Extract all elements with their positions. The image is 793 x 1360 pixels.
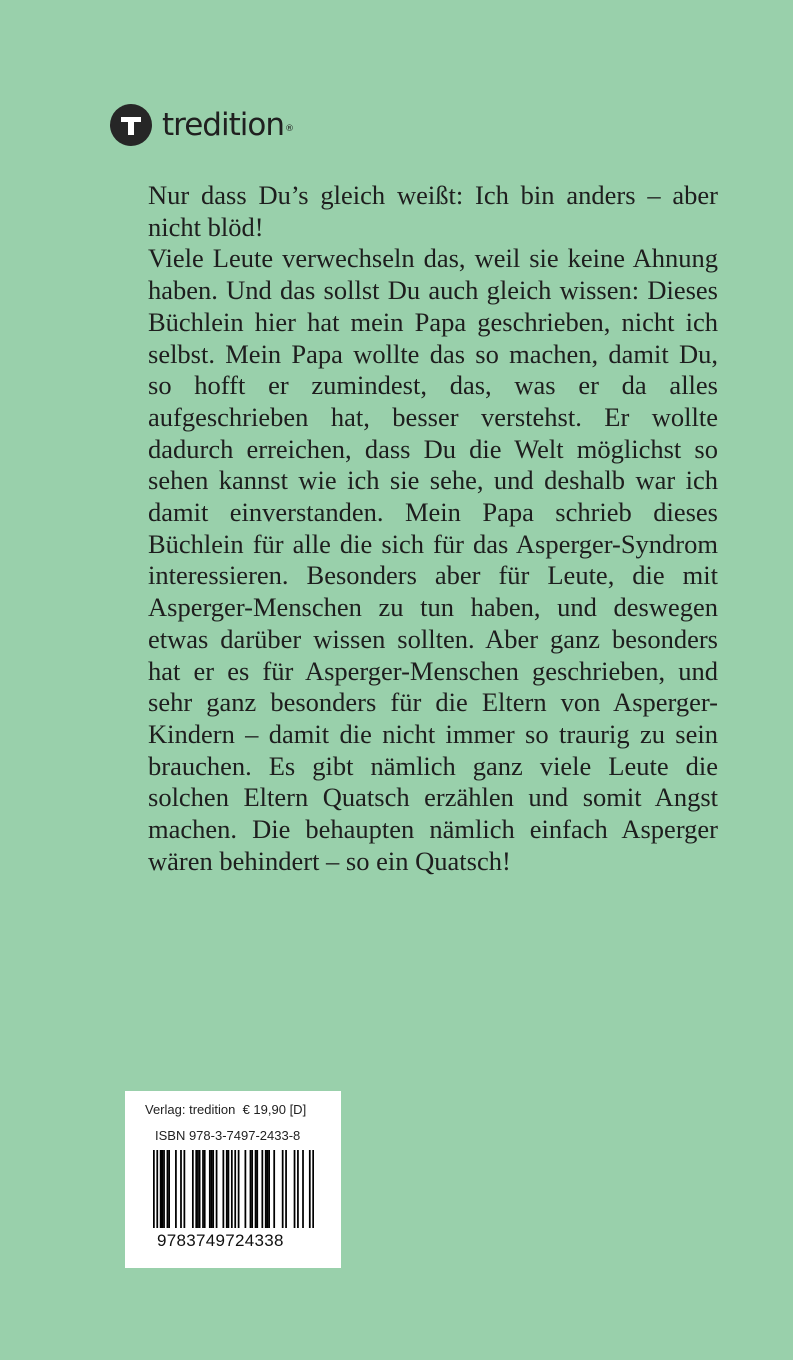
barcode-bar — [309, 1150, 311, 1228]
barcode-bar — [184, 1150, 186, 1228]
isbn-text: ISBN 978-3-7497-2433-8 — [155, 1128, 301, 1143]
barcode-bar — [167, 1150, 169, 1228]
barcode-bar — [238, 1150, 240, 1228]
price-line — [145, 1102, 306, 1117]
price: € 19,90 [D] — [242, 1102, 307, 1117]
barcode-bar — [168, 1150, 170, 1228]
barcode-bar — [285, 1150, 287, 1228]
barcode-bar — [267, 1150, 269, 1228]
barcode-bar — [163, 1150, 165, 1228]
publisher-logo-text — [162, 104, 292, 146]
publisher-logo — [110, 104, 292, 146]
barcode-bar — [197, 1150, 199, 1228]
barcode-bar — [202, 1150, 204, 1228]
ean-number: 9783749724338 — [157, 1231, 284, 1250]
barcode-bar — [192, 1150, 194, 1228]
barcode-bar — [245, 1150, 247, 1228]
publisher-name: tredition — [162, 107, 284, 143]
barcode-bar — [195, 1150, 197, 1228]
barcode-bar — [273, 1150, 275, 1228]
blurb-paragraph-2: Viele Leute verwechseln das, weil sie keine Ahnung haben. Und das sollst Du auch gleich wissen: Dieses Büchlein hier hat mein Papa geschrieben, nicht ich selbst. Mein Papa wollte das so machen, damit Du, so hofft er zumindest, das, was er da alles aufgeschrieben hat, besser verstehst. Er wollte dadurch erreichen, dass Du die Welt möglichst so sehen kannst wie ich sie sehe, und deshalb war ich damit einverstanden. Mein Papa schrieb dieses Büchlein für alle die sich für das Asperger-Syndrom interessieren. Besonders aber für Leute, die mit Asperger-Menschen zu tun haben, und deswegen etwas darüber wissen sollten. Aber ganz besonders hat er es für Asperger-Menschen geschrieben, und sehr ganz besonders für die Eltern von Asperger-Kindern – damit die nicht immer so traurig zu sein brauchen. Es gibt nämlich ganz viele Leute die solchen Eltern Quatsch erzählen und somit Angst machen. Die behaupten nämlich einfach Asperger wären behindert – so ein Quatsch! — [148, 243, 718, 876]
barcode-bar — [222, 1150, 224, 1228]
barcode-bar — [199, 1150, 201, 1228]
back-cover-blurb — [148, 180, 718, 877]
blurb-paragraph-1: Nur dass Du’s gleich weißt: Ich bin anders – aber nicht blöd! — [148, 180, 718, 242]
tredition-logo-icon — [110, 104, 152, 146]
barcode-bar — [234, 1150, 236, 1228]
barcode-bar — [153, 1150, 155, 1228]
registered-mark: ® — [284, 124, 293, 134]
barcode-bar — [209, 1150, 211, 1228]
barcode-bar — [226, 1150, 228, 1228]
barcode-bar — [256, 1150, 258, 1228]
barcode-bar — [228, 1150, 230, 1228]
barcode-bar — [312, 1150, 314, 1228]
barcode-bar — [160, 1150, 162, 1228]
isbn-barcode-box — [125, 1091, 341, 1268]
barcode-bar — [231, 1150, 233, 1228]
barcode-bar — [161, 1150, 163, 1228]
barcode-bar — [180, 1150, 182, 1228]
barcode-bar — [250, 1150, 252, 1228]
barcode-bar — [216, 1150, 218, 1228]
barcode-bar — [282, 1150, 284, 1228]
barcode-bar — [265, 1150, 267, 1228]
barcode-bar — [297, 1150, 299, 1228]
barcode-bar — [212, 1150, 214, 1228]
barcode-bar — [211, 1150, 213, 1228]
publisher-label: Verlag: tredition — [145, 1102, 236, 1117]
barcode-bar — [302, 1150, 304, 1228]
barcode-bar — [251, 1150, 253, 1228]
barcode-bar — [268, 1150, 270, 1228]
barcode-bar — [175, 1150, 177, 1228]
barcode-bar — [204, 1150, 206, 1228]
barcode-bars — [153, 1150, 314, 1228]
barcode-bar — [261, 1150, 263, 1228]
barcode-bar — [255, 1150, 257, 1228]
barcode-bar — [156, 1150, 158, 1228]
barcode-bar — [294, 1150, 296, 1228]
